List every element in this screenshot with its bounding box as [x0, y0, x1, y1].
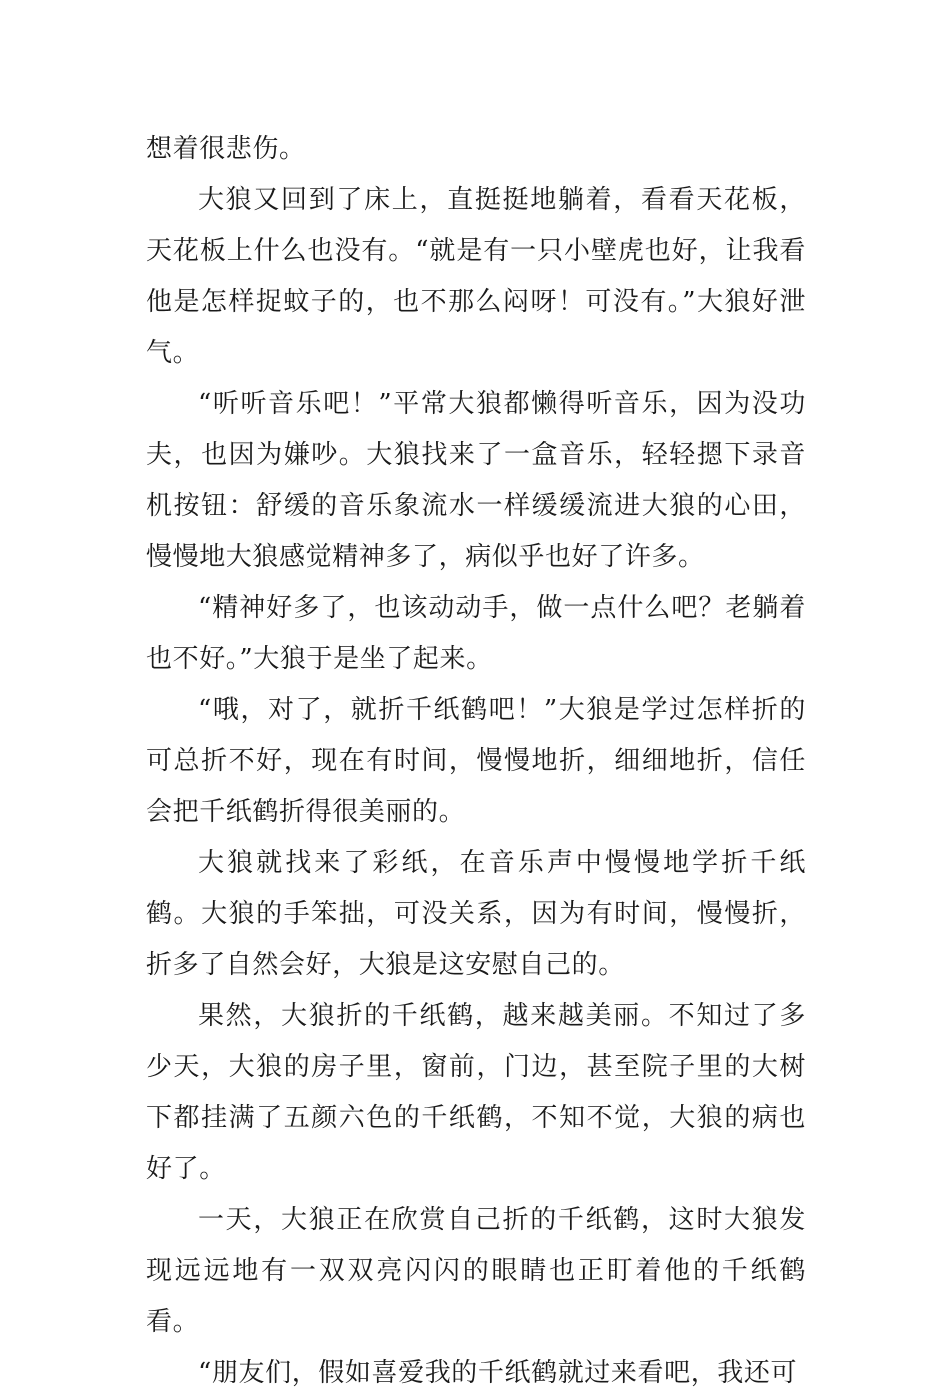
paragraph-8: 一天，大狼正在欣赏自己折的千纸鹤，这时大狼发现远远地有一双双亮闪闪的眼睛也正盯着他的千纸鹤看。: [146, 1205, 806, 1337]
paragraph-3: “听听音乐吧！”平常大狼都懒得听音乐，因为没功夫，也因为嫌吵。大狼找来了一盒音乐，轻轻摁下录音机按钮：舒缓的音乐象流水一样缓缓流进大狼的心田，慢慢地大狼感觉精神多了，病似乎也好了许多。: [146, 389, 806, 572]
paragraph-6: 大狼就找来了彩纸，在音乐声中慢慢地学折千纸鹤。大狼的手笨拙，可没关系，因为有时间，慢慢折，折多了自然会好，大狼是这安慰自己的。: [146, 848, 806, 980]
paragraph-1: 想着很悲伤。: [146, 134, 306, 164]
paragraph-7: 果然，大狼折的千纸鹤，越来越美丽。不知过了多少天，大狼的房子里，窗前，门边，甚至院子里的大树下都挂满了五颜六色的千纸鹤，不知不觉，大狼的病也好了。: [146, 1001, 806, 1184]
paragraph-2: 大狼又回到了床上，直挺挺地躺着，看看天花板，天花板上什么也没有。“就是有一只小壁虎也好，让我看他是怎样捉蚊子的，也不那么闷呀！可没有。”大狼好泄气。: [146, 185, 806, 368]
paragraph-4: “精神好多了，也该动动手，做一点什么吧？老躺着也不好。”大狼于是坐了起来。: [146, 593, 806, 674]
paragraph-9: “朋友们，假如喜爱我的千纸鹤就过来看吧，我还可: [198, 1358, 798, 1388]
body-text: [146, 124, 806, 1399]
paragraph-5: “哦，对了，就折千纸鹤吧！”大狼是学过怎样折的可总折不好，现在有时间，慢慢地折，细细地折，信任会把千纸鹤折得很美丽的。: [146, 695, 806, 827]
